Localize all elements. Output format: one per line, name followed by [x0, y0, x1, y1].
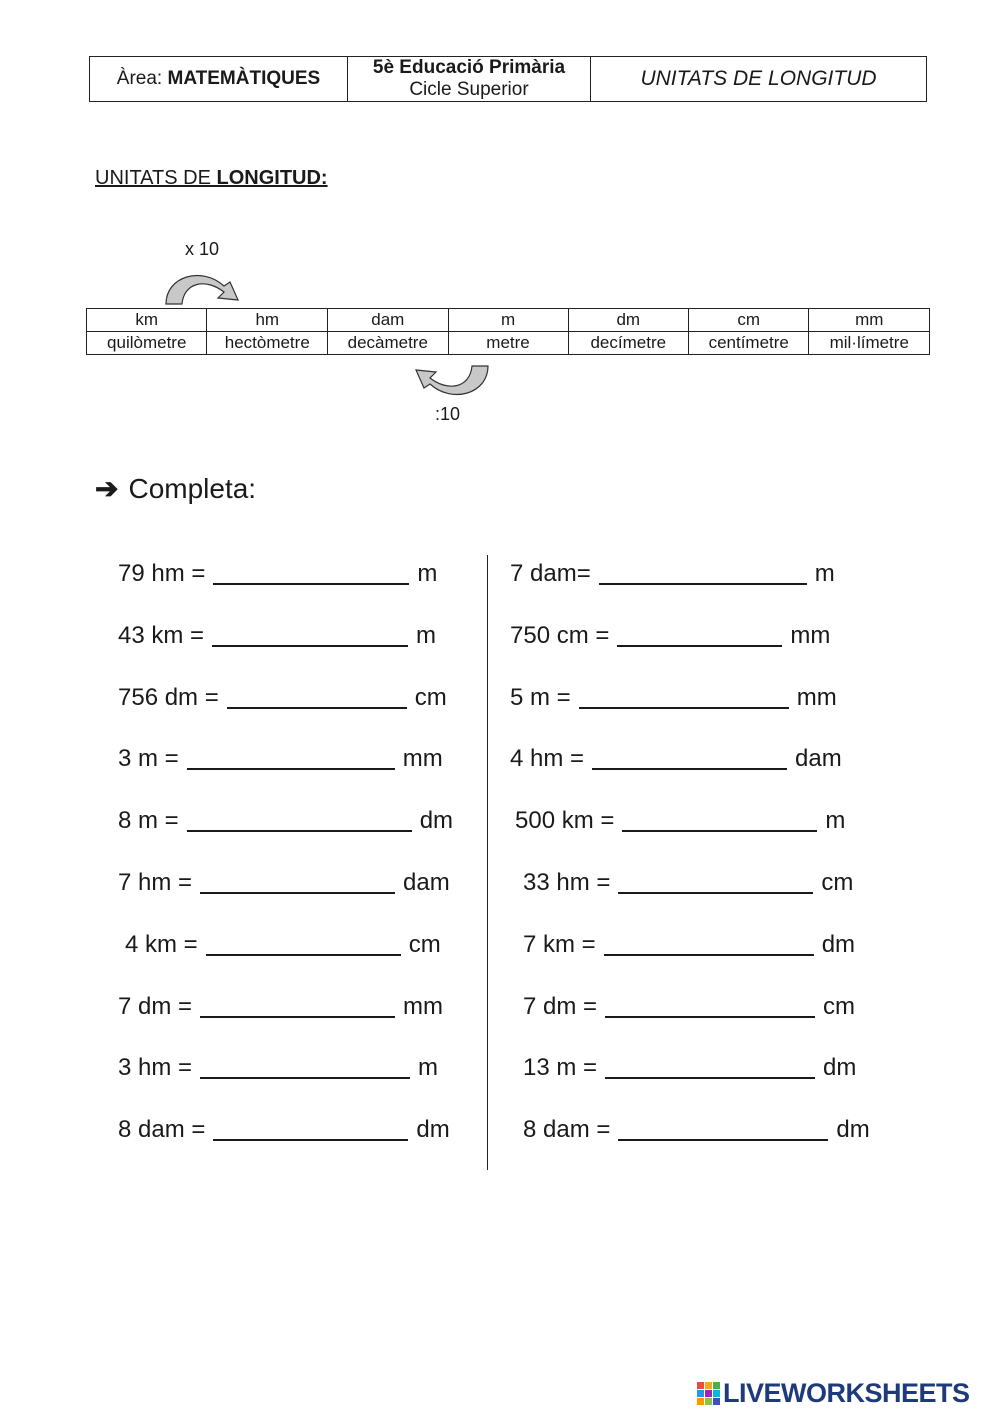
- exercise-unit: dm: [836, 1116, 870, 1144]
- exercise-unit: m: [814, 560, 835, 587]
- logo-square: [705, 1390, 712, 1397]
- exercise-question: 8 m =: [118, 807, 179, 835]
- exercise-row: [510, 679, 837, 712]
- course-cell: [348, 57, 591, 101]
- answer-blank[interactable]: [227, 683, 407, 709]
- exercise-unit: m: [418, 1054, 439, 1082]
- answer-blank[interactable]: [622, 806, 817, 832]
- exercise-question: 4 km =: [125, 930, 198, 958]
- exercise-unit: dam: [403, 869, 450, 896]
- exercise-row: [523, 926, 855, 959]
- header-box: [89, 56, 927, 102]
- curved-arrow-right-icon: [162, 268, 252, 306]
- exercise-unit: dam: [795, 745, 842, 773]
- exercise-question: 79 hm =: [118, 560, 206, 587]
- exercise-unit: m: [825, 807, 846, 835]
- exercise-unit: cm: [821, 869, 854, 896]
- answer-blank[interactable]: [605, 1053, 815, 1079]
- unit-name: hectòmetre: [207, 332, 328, 355]
- answer-blank[interactable]: [618, 868, 813, 894]
- exercise-question: 7 hm =: [118, 869, 193, 896]
- exercise-question: 8 dam =: [118, 1116, 206, 1144]
- exercise-unit: mm: [402, 745, 443, 773]
- unit-abbr: dam: [328, 309, 448, 332]
- unit-name: mil·límetre: [809, 332, 930, 355]
- answer-blank[interactable]: [200, 868, 395, 894]
- exercise-row: [515, 802, 845, 835]
- topic-label: UNITATS DE LONGITUD: [640, 67, 877, 90]
- area-value: MATEMÀTIQUES: [167, 68, 321, 89]
- answer-blank[interactable]: [212, 621, 408, 647]
- exercise-row: [118, 988, 443, 1021]
- exercise-question: 4 hm =: [510, 745, 585, 773]
- exercise-question: 33 hm =: [523, 869, 611, 896]
- section-title: UNITATS DE LONGITUD:: [95, 167, 328, 189]
- logo-square: [705, 1382, 712, 1389]
- answer-blank[interactable]: [200, 992, 395, 1018]
- unit-abbr: m: [448, 309, 568, 332]
- answer-blank[interactable]: [200, 1053, 410, 1079]
- exercise-question: 756 dm =: [118, 683, 219, 711]
- answer-blank[interactable]: [592, 744, 787, 770]
- exercise-unit: mm: [796, 683, 837, 711]
- exercise-unit: dm: [419, 807, 454, 835]
- answer-blank[interactable]: [618, 1115, 828, 1141]
- answer-blank[interactable]: [617, 621, 782, 647]
- logo-square: [713, 1390, 720, 1397]
- unit-abbr: dm: [568, 309, 688, 332]
- exercise-row: [118, 679, 447, 712]
- exercise-row: [118, 617, 436, 650]
- unit-name: decàmetre: [328, 332, 448, 355]
- exercise-row: [523, 1111, 870, 1144]
- exercise-unit: cm: [414, 683, 447, 711]
- exercise-row: [523, 988, 855, 1021]
- logo-square: [713, 1398, 720, 1405]
- answer-blank[interactable]: [579, 683, 789, 709]
- logo-grid-icon: [697, 1382, 720, 1405]
- exercise-question: 7 dam=: [510, 560, 591, 587]
- unit-abbr: km: [87, 309, 207, 332]
- exercise-question: 7 km =: [523, 930, 596, 958]
- exercise-row: [118, 740, 443, 773]
- exercise-question: 3 hm =: [118, 1054, 193, 1082]
- exercise-unit: m: [417, 560, 438, 587]
- exercise-unit: dm: [823, 1054, 857, 1082]
- unit-abbr: cm: [688, 309, 808, 332]
- exercise-unit: cm: [823, 992, 856, 1020]
- curved-arrow-left-icon: [396, 362, 492, 402]
- answer-blank[interactable]: [604, 930, 814, 956]
- exercise-row: [118, 802, 453, 835]
- cycle-label: Cicle Superior: [409, 79, 529, 100]
- unit-name: decímetre: [568, 332, 688, 355]
- exercise-title: ➔ Completa:: [95, 472, 257, 504]
- exercise-unit: mm: [403, 992, 444, 1020]
- answer-blank[interactable]: [213, 559, 409, 585]
- exercise-question: 3 m =: [118, 745, 179, 773]
- units-table: [86, 308, 930, 355]
- exercise-question: 7 dm =: [523, 992, 598, 1020]
- topic-cell: [591, 57, 926, 101]
- liveworksheets-logo: [697, 1378, 970, 1409]
- unit-name: quilòmetre: [87, 332, 207, 355]
- column-divider: [487, 555, 488, 1170]
- answer-blank[interactable]: [206, 930, 401, 956]
- exercise-question: 13 m =: [523, 1054, 598, 1082]
- exercise-row: [510, 555, 835, 588]
- unit-name: metre: [448, 332, 568, 355]
- exercise-question: 8 dam =: [523, 1116, 611, 1144]
- logo-square: [697, 1398, 704, 1405]
- answer-blank[interactable]: [605, 992, 815, 1018]
- multiply-label: x 10: [185, 239, 220, 259]
- area-cell: [90, 57, 348, 101]
- unit-abbr: mm: [809, 309, 930, 332]
- exercise-question: 500 km =: [515, 807, 615, 835]
- logo-square: [705, 1398, 712, 1405]
- exercise-unit: dm: [416, 1116, 450, 1144]
- exercise-row: [125, 926, 441, 959]
- exercise-row: [118, 555, 437, 588]
- exercise-unit: cm: [408, 930, 441, 958]
- course-label: 5è Educació Primària: [372, 57, 566, 78]
- exercise-row: [118, 1111, 450, 1144]
- logo-square: [713, 1382, 720, 1389]
- units-name-row: [87, 332, 930, 355]
- exercise-question: 750 cm =: [510, 621, 610, 649]
- exercise-question: 5 m =: [510, 683, 571, 711]
- area-label: Àrea:: [116, 68, 163, 89]
- answer-blank[interactable]: [187, 806, 412, 832]
- unit-name: centímetre: [688, 332, 808, 355]
- logo-text: LIVEWORKSHEETS: [723, 1378, 970, 1408]
- exercise-unit: mm: [790, 621, 831, 649]
- unit-abbr: hm: [207, 309, 328, 332]
- exercise-row: [510, 617, 830, 650]
- logo-square: [697, 1382, 704, 1389]
- arrow-right-icon: ➔: [95, 473, 119, 504]
- divide-label: :10: [435, 404, 461, 424]
- answer-blank[interactable]: [599, 559, 807, 585]
- exercise-row: [523, 864, 853, 897]
- exercise-row: [118, 864, 450, 897]
- exercise-row: [510, 740, 842, 773]
- exercise-row: [523, 1049, 856, 1082]
- answer-blank[interactable]: [213, 1115, 408, 1141]
- exercise-unit: dm: [821, 930, 856, 958]
- units-abbr-row: [87, 309, 930, 332]
- exercise-unit: m: [416, 621, 437, 649]
- answer-blank[interactable]: [187, 744, 395, 770]
- exercise-question: 43 km =: [118, 621, 205, 649]
- logo-square: [697, 1390, 704, 1397]
- exercise-row: [118, 1049, 438, 1082]
- exercise-question: 7 dm =: [118, 992, 193, 1020]
